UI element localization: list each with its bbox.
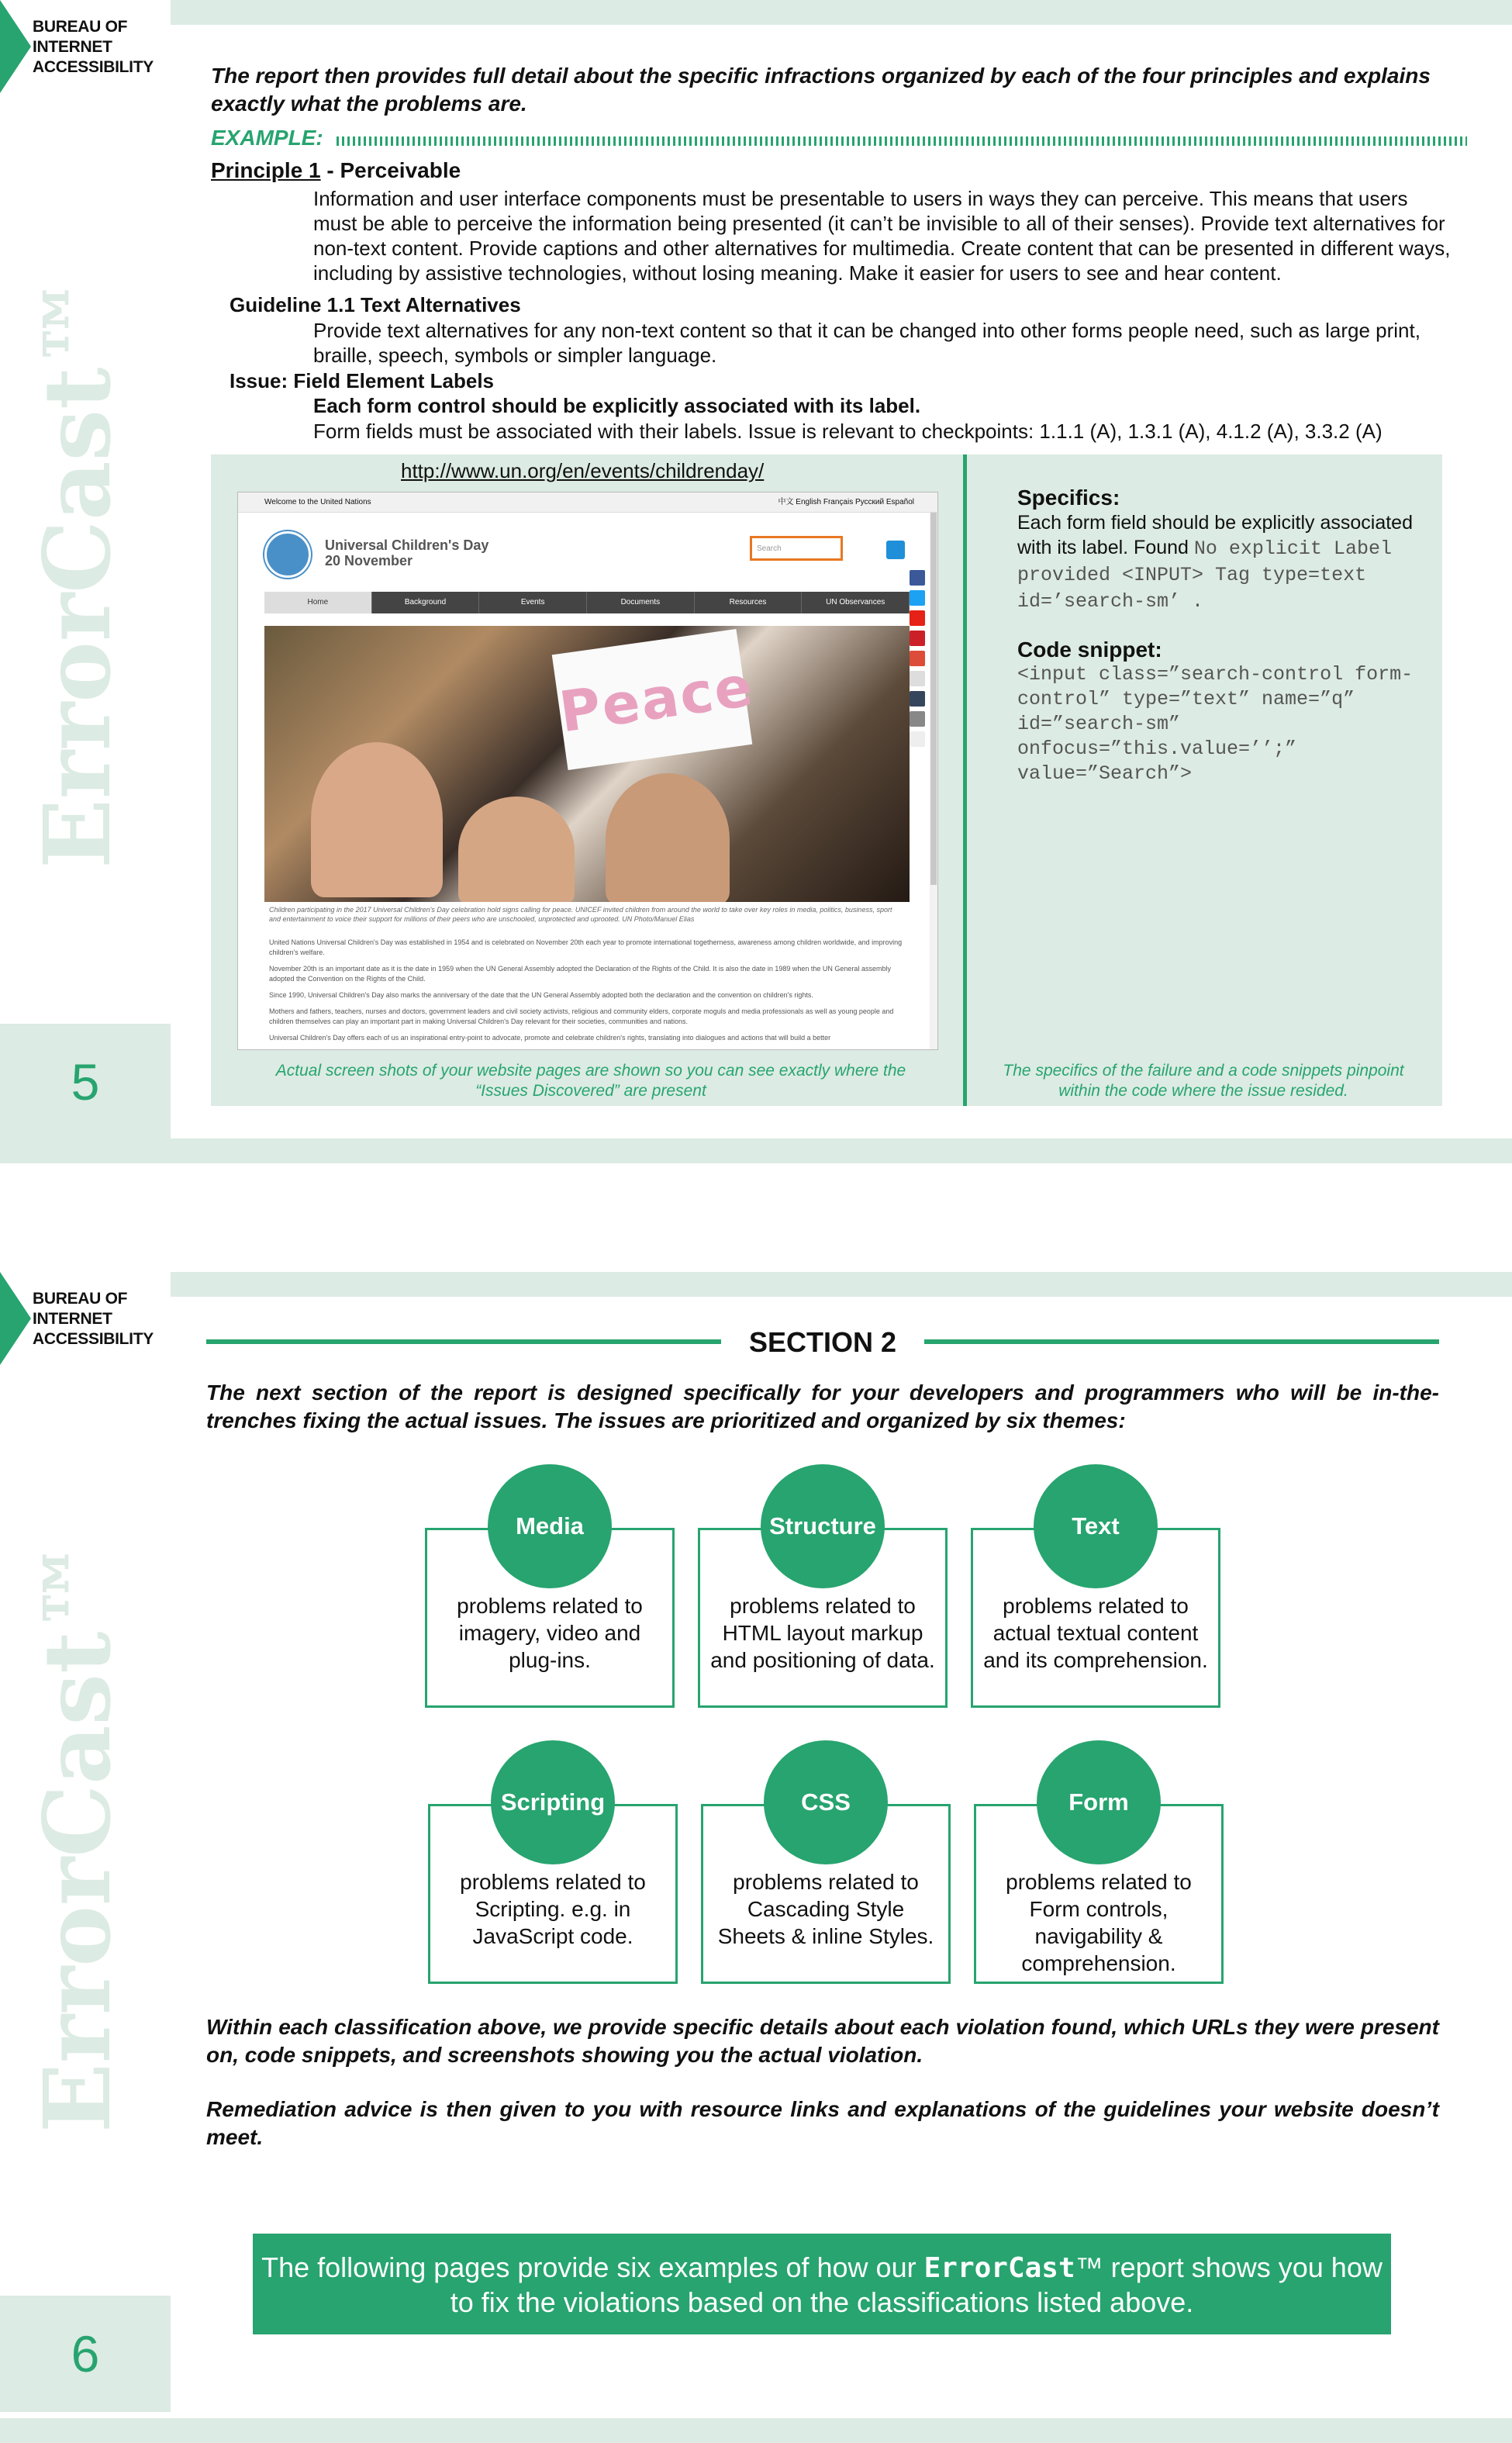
- report-page-5: [0, 0, 1512, 1163]
- instagram-icon: [910, 711, 925, 727]
- theme-card-form: problems related to Form controls, navigability & comprehension.: [974, 1804, 1224, 1984]
- screenshot-nav: Home Background Events Documents Resources UN Observances: [264, 592, 910, 613]
- code-snippet-heading: Code snippet:: [1017, 638, 1162, 662]
- specifics-panel: [1017, 485, 1421, 786]
- code-snippet: <input class=”search-control form-control” type=”text” name=”q” id=”search-sm” onfocus=”this.value=’’;” value=”Search”>: [1017, 663, 1414, 785]
- tumblr-icon: [910, 691, 925, 707]
- report-page-6: [0, 1272, 1512, 2443]
- vertical-brand-watermark: ErrorCast™: [23, 275, 131, 869]
- principle-heading: Principle 1 - Perceivable: [211, 158, 461, 182]
- example-header: [211, 126, 1467, 154]
- example-box: [211, 454, 1442, 1106]
- website-screenshot: [237, 492, 938, 1050]
- specifics-caption: The specifics of the failure and a code snippets pinpoint within the code where the issue resided.: [1003, 1062, 1404, 1100]
- page-number: 5: [0, 1024, 171, 1140]
- logo-triangle-icon: [0, 1272, 31, 1365]
- theme-badge-structure: Structure: [761, 1464, 885, 1588]
- intro-text: The report then provides full detail about the specific infractions organized by each of the four principles and explains exactly what the problems are.: [211, 64, 1431, 116]
- theme-card-structure: problems related to HTML layout markup and positioning of data.: [698, 1528, 948, 1708]
- social-share-icons: [910, 570, 927, 752]
- principle-body: Information and user interface components must be presentable to users in ways they can perceive. This means that users must be able to perceive the information being presented (it can’t be invisible to all of their senses). Provide text alternatives for non-text content. Provide captions and other alternatives for multimedia. Create content that can be presented in different ways, including by assistive technologies, without losing meaning. Make it easier for users to see and hear content.: [313, 187, 1451, 285]
- section-intro: The next section of the report is designed specifically for your developers and programmers who will be in-the-trenches fixing the actual issues. The issues are prioritized and organized by six themes:: [206, 1380, 1439, 1432]
- call-to-action-banner: The following pages provide six examples of how our ErrorCast™ report shows you how to fix the violations based on the classifications listed above.: [253, 2234, 1391, 2334]
- dotted-rule: [337, 136, 1467, 146]
- screenshot-topbar: Welcome to the United Nations 中文 English Français Русский Español: [238, 492, 937, 513]
- theme-card-scripting: problems related to Scripting. e.g. in JavaScript code.: [428, 1804, 678, 1984]
- site-title: Universal Children's Day 20 November: [325, 537, 489, 568]
- logo: [0, 0, 171, 93]
- page-number: 6: [0, 2296, 171, 2412]
- language-links: 中文 English Français Русский Español: [778, 498, 914, 506]
- search-icon: [886, 541, 905, 559]
- theme-badge-scripting: Scripting: [491, 1740, 615, 1864]
- screenshot-caption: Actual screen shots of your website pages are shown so you can see exactly where the “Issues Discovered” are present: [275, 1062, 906, 1100]
- pinterest-icon: [910, 631, 925, 646]
- un-emblem-icon: [264, 531, 311, 578]
- top-band: [171, 1272, 1512, 1297]
- guideline-body: Provide text alternatives for any non-text content so that it can be changed into other forms people need, such as large print, braille, speech, symbols or simpler language.: [313, 319, 1421, 367]
- issue-heading: Issue: Field Element Labels: [230, 369, 494, 392]
- theme-badge-text: Text: [1034, 1464, 1158, 1588]
- screenshot-body-text: United Nations Universal Children's Day was established in 1954 and is celebrated on November 20th each year to promote international togetherness, awareness among children worldwide, and improving children's welfare. November 20th is an important date as it is the date in 1959 when the UN General Assembly adopted the Declaration of the Rights of the Child. It is also the date in 1989 when the UN General assembly adopted the Convention on the Rights of the Child. Since 1990, Universal Children's Day also marks the anniversary of the date that the UN General Assembly adopted both the declaration and the convention on children's rights. Mothers and fathers, teachers, nurses and doctors, government leaders and civil society activists, religious and community elders, corporate moguls and media professionals as well as young people and children themselves can play an important part in making Universal Children's Day relevant for their societies, communities and nations. Universal Children's Day offers each of us an inspirational entry-point to advocate, promote and celebrate children's rights, translating into dialogues and actions that will build a better: [269, 938, 903, 1042]
- screenshot-scrollbar: [930, 513, 937, 1050]
- top-band: [171, 0, 1512, 25]
- logo: [0, 1272, 171, 1365]
- theme-card-css: problems related to Cascading Style Sheets & inline Styles.: [701, 1804, 951, 1984]
- section-header: [206, 1326, 1439, 1357]
- screenshot-header: [238, 513, 938, 587]
- facebook-icon: [910, 570, 925, 586]
- flickr-icon: [910, 671, 925, 686]
- logo-text: BUREAU OF INTERNET ACCESSIBILITY: [33, 1290, 154, 1348]
- theme-badge-form: Form: [1037, 1740, 1161, 1864]
- theme-badge-media: Media: [488, 1464, 612, 1588]
- specifics-text: Each form field should be explicitly associated with its label. Found No explicit Label provided <INPUT> Tag type=text id=’search-sm’ .: [1017, 512, 1413, 613]
- theme-card-text: problems related to actual textual content and its comprehension.: [971, 1528, 1220, 1708]
- bottom-band: [0, 1139, 1512, 1163]
- errorcast-brand: ErrorCast: [923, 2252, 1075, 2284]
- logo-triangle-icon: [0, 0, 31, 93]
- remediation-text: Remediation advice is then given to you with resource links and explanations of the guidelines your website doesn’t meet.: [206, 2097, 1439, 2149]
- highlighted-search-field: Search: [750, 536, 843, 561]
- twitter-icon: [910, 590, 925, 606]
- issue-summary: Each form control should be explicitly associated with its label.: [313, 394, 921, 417]
- vertical-brand-watermark: ErrorCast™: [23, 1539, 131, 2133]
- bottom-band: [0, 2418, 1512, 2443]
- guideline-heading: Guideline 1.1 Text Alternatives: [230, 293, 521, 316]
- classification-details-text: Within each classification above, we provide specific details about each violation found, which URLs they were present on, code snippets, and screenshots showing you the actual violation.: [206, 2015, 1439, 2067]
- peace-sign: Peace: [552, 629, 753, 770]
- logo-text: BUREAU OF INTERNET ACCESSIBILITY: [33, 18, 154, 76]
- photo-caption: Children participating in the 2017 Universal Children's Day celebration hold signs calling for peace. UNICEF invited children from around the world to take over key roles in media, politics, business, sport and entertainment to voice their support for millions of their peers who are unschooled, unprotected and uprooted. UN Photo/Manuel Elias: [269, 906, 892, 923]
- google-plus-icon: [910, 651, 925, 666]
- issue-body: Form fields must be associated with their labels. Issue is relevant to checkpoints: 1.1.1 (A), 1.3.1 (A), 4.1.2 (A), 3.3.2 (A): [313, 420, 1383, 443]
- youtube-icon: [910, 610, 925, 626]
- plus-icon: [910, 731, 925, 747]
- children-peace-photo: [264, 626, 910, 902]
- specifics-heading: Specifics:: [1017, 485, 1120, 510]
- vertical-divider: [963, 454, 967, 1106]
- theme-card-media: problems related to imagery, video and plug-ins.: [425, 1528, 675, 1708]
- section-title: SECTION 2: [748, 1326, 897, 1358]
- example-label: EXAMPLE:: [211, 126, 323, 150]
- theme-badge-css: CSS: [764, 1740, 888, 1864]
- example-url-link[interactable]: http://www.un.org/en/events/childrenday/: [401, 459, 765, 482]
